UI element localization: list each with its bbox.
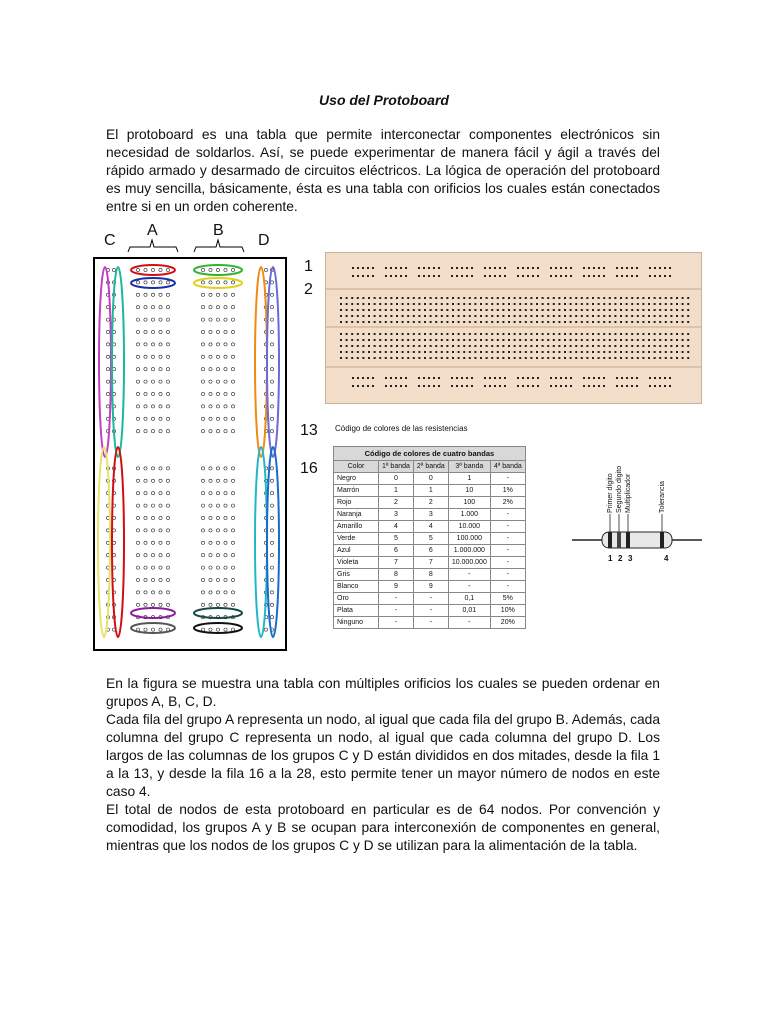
color-code-caption: Código de colores de las resistencias [335,424,468,433]
color-code-cell: 3 [379,509,414,521]
color-code-cell: 3 [413,509,448,521]
color-code-cell: 100.000 [448,533,490,545]
color-code-header-row [334,461,526,473]
color-code-cell: 4 [413,521,448,533]
color-code-cell: 20% [490,617,525,629]
color-code-cell: 6 [379,545,414,557]
color-code-cell: 5 [379,533,414,545]
row-label-13: 13 [300,422,318,439]
color-code-cell: - [413,593,448,605]
color-code-row [334,545,526,557]
color-code-cell: 10.000.000 [448,557,490,569]
color-code-cell: Verde [334,533,379,545]
color-code-cell: - [490,557,525,569]
color-code-cell: 2 [379,497,414,509]
color-code-row [334,521,526,533]
color-code-table-title: Código de colores de cuatro bandas [334,447,526,461]
color-code-cell: 1% [490,485,525,497]
color-code-cell: 1 [413,485,448,497]
color-code-header-cell: 2ª banda [413,461,448,473]
row-label-2: 2 [304,281,313,298]
band-number-3: 3 [628,554,633,563]
color-code-cell: Azul [334,545,379,557]
color-code-cell: - [413,617,448,629]
color-code-cell: 7 [413,557,448,569]
color-code-cell: 4 [379,521,414,533]
band-label-1: Primer dígito [607,473,614,513]
color-code-cell: - [490,509,525,521]
color-code-cell: - [379,605,414,617]
color-code-row [334,605,526,617]
explanation-paragraph-1: En la figura se muestra una tabla con múltiples orificios los cuales se pueden ordenar en grupos A, B, C, D. [106,676,660,709]
color-code-row [334,593,526,605]
color-code-cell: - [490,473,525,485]
band-label-3: Multiplicador [625,473,632,513]
color-code-cell: 2 [413,497,448,509]
breadboard-diagram [90,222,290,652]
color-code-cell: - [490,545,525,557]
color-code-row [334,509,526,521]
color-code-row [334,473,526,485]
color-code-row [334,569,526,581]
intro-paragraph [106,126,660,216]
color-code-header-cell: 3ª banda [448,461,490,473]
color-code-cell: Rojo [334,497,379,509]
color-code-cell: 1.000 [448,509,490,521]
color-code-row [334,557,526,569]
color-code-row [334,533,526,545]
group-label-c: C [104,232,116,249]
color-code-cell: 9 [379,581,414,593]
row-label-16: 16 [300,460,318,477]
color-code-cell: 100 [448,497,490,509]
color-code-cell: Naranja [334,509,379,521]
band-label-2: Segundo dígito [616,465,623,513]
color-code-row [334,485,526,497]
color-code-cell: 0 [379,473,414,485]
color-code-row [334,617,526,629]
color-code-cell: 9 [413,581,448,593]
group-label-a: A [147,222,158,239]
color-code-cell: 7 [379,557,414,569]
color-code-cell: 8 [379,569,414,581]
color-code-cell: 0 [413,473,448,485]
color-code-cell: - [448,581,490,593]
color-code-header-cell: 4ª banda [490,461,525,473]
color-code-row [334,581,526,593]
color-code-cell: - [379,617,414,629]
color-code-cell: - [413,605,448,617]
color-code-cell: - [490,581,525,593]
color-code-cell: 0,01 [448,605,490,617]
band-number-1: 1 [608,554,613,563]
resistor-diagram [572,465,702,570]
band-number-4: 4 [664,554,669,563]
color-code-cell: 6 [413,545,448,557]
color-code-cell: 5% [490,593,525,605]
color-code-cell: 10.000 [448,521,490,533]
color-code-body [334,473,526,629]
breadboard-holes [90,222,290,652]
explanation [106,675,660,855]
band-label-4: Tolerancia [659,481,666,513]
color-code-cell: - [379,593,414,605]
color-code-cell: Marrón [334,485,379,497]
explanation-paragraph-2: Cada fila del grupo A representa un nodo, al igual que cada fila del grupo B. Además, cada columna del grupo C representa un nodo, al igual que cada columna del grupo D. Los largos de las columnas de los grupos C y D están divididos en dos mitades, desde la fila 1 a la 13, y desde la fila 16 a la 28, esto permite tener un mayor número de nodos en este caso 4. [106,712,660,799]
color-code-cell: Violeta [334,557,379,569]
color-code-cell: 10% [490,605,525,617]
color-code-cell: Ninguno [334,617,379,629]
color-code-header-cell: 1ª banda [379,461,414,473]
color-code-cell: Negro [334,473,379,485]
row-label-1: 1 [304,258,313,275]
color-code-cell: - [490,521,525,533]
color-code-cell: 1 [379,485,414,497]
color-code-cell: 1.000.000 [448,545,490,557]
breadboard-photo-holes [326,253,701,403]
color-code-cell: Oro [334,593,379,605]
color-code-cell: Amarillo [334,521,379,533]
group-label-d: D [258,232,270,249]
page-title: Uso del Protoboard [319,92,449,108]
color-code-cell: 1 [448,473,490,485]
color-code-cell: 5 [413,533,448,545]
color-code-cell: Gris [334,569,379,581]
color-code-cell: 10 [448,485,490,497]
color-code-cell: 0,1 [448,593,490,605]
color-code-header-cell: Color [334,461,379,473]
color-code-cell: Blanco [334,581,379,593]
color-code-cell: 2% [490,497,525,509]
color-code-cell: - [490,533,525,545]
color-code-cell: Plata [334,605,379,617]
color-code-table [333,446,526,629]
color-code-cell: 8 [413,569,448,581]
band-number-2: 2 [618,554,623,563]
color-code-cell: - [490,569,525,581]
color-code-cell: - [448,617,490,629]
color-code-cell: - [448,569,490,581]
group-label-b: B [213,222,224,239]
explanation-paragraph-3: El total de nodos de esta protoboard en particular es de 64 nodos. Por convención y comodidad, los grupos A y B se ocupan para interconexión de componentes en general, mientras que los nodos de los grupos C y D se utilizan para la alimentación de la tabla. [106,802,660,853]
color-code-row [334,497,526,509]
intro-text: El protoboard es una tabla que permite interconectar componentes electrónicos sin necesidad de soldarlos. Así, se puede experimentar de manera fácil y ágil a través del rápido armado y desarmado de circuitos eléctricos. La lógica de operación del protoboard es muy sencilla, básicamente, ésta es una tabla con orificios los cuales están conectados entre si en un orden coherente. [106,127,660,214]
breadboard-photo [325,252,702,404]
resistor-drawing [572,470,702,570]
